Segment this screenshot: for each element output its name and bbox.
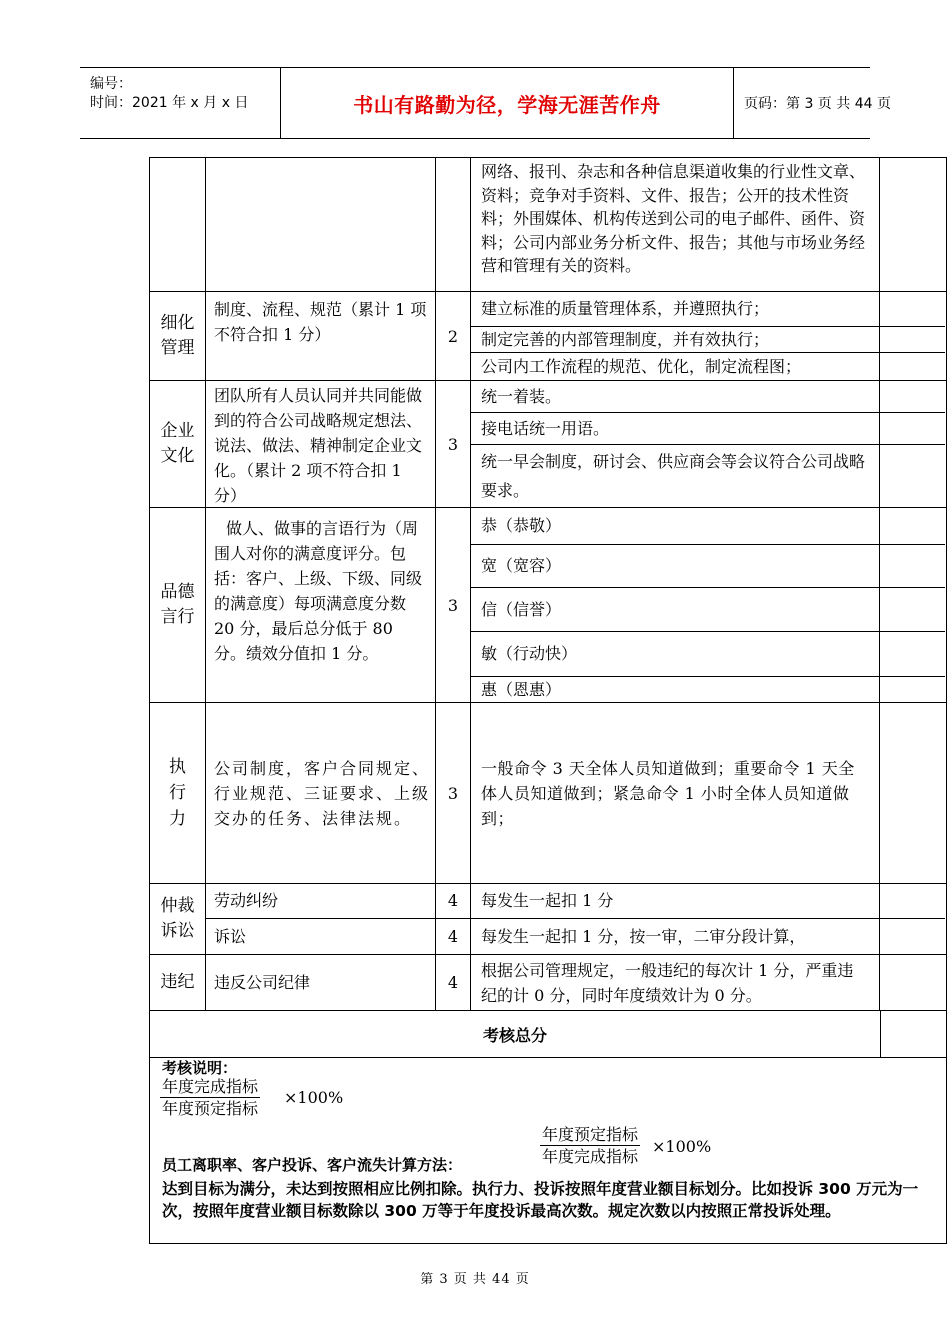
- points-value: 3: [447, 595, 459, 615]
- standard-item: 劳动纠纷: [206, 884, 435, 919]
- category-label: 细化管理: [160, 313, 195, 358]
- standard-item: 诉讼: [214, 926, 247, 946]
- category-label: 品德言行: [160, 582, 195, 627]
- assessment-notes: [149, 1053, 947, 1244]
- total-score-cell: [880, 1011, 945, 1057]
- category-label: [169, 754, 186, 832]
- notes-paragraph: 达到目标为满分，未达到按照相应比例扣除。执行力、投诉按照年度营业额目标划分。比如投诉 300 万元为一次，按照年度营业额目标数除以 300 万等于年度投诉最高次数。规定次数以内按照正常投诉处理。: [162, 1180, 919, 1220]
- completion-formula: [160, 1077, 260, 1120]
- requirement-text: 一般命令 3 天全体人员知道做到；重要命令 1 天全体人员知道做到；紧急命令 1 小时全体人员知道做到；: [481, 758, 855, 828]
- page-footer: 第 3 页 共 44 页: [420, 1272, 530, 1287]
- category-cell: [150, 381, 206, 507]
- standard-text: 做人、做事的言语行为（周围人对你的满意度评分。包括：客户、上级、下级、同级的满意度）每项满意度分数 20 分，最后总分低于 80 分。绩效分值扣 1 分。: [214, 519, 423, 663]
- requirement-text: 根据公司管理规定，一般违纪的每次计 1 分，严重违纪的计 0 分，同时年度绩效计为 0 分。: [481, 960, 854, 1005]
- requirement-cell: [471, 884, 880, 954]
- formula-numerator: 年度完成指标: [162, 1077, 259, 1096]
- formula-multiplier: ×100%: [284, 1088, 344, 1107]
- score-cell: [880, 158, 945, 291]
- score-subcell: [880, 292, 945, 327]
- standard-text: 制度、流程、规范（累计 1 项不符合扣 1 分）: [214, 300, 427, 344]
- points-value: 2: [447, 326, 459, 346]
- requirement-cell: [471, 381, 880, 507]
- requirement-item: 宽（宽容）: [471, 545, 879, 588]
- formula-denominator: 年度预定指标: [162, 1099, 259, 1118]
- category-char: 行: [169, 783, 186, 803]
- score-cell: [880, 508, 945, 702]
- table-row: [150, 884, 946, 955]
- score-subcell: [880, 588, 945, 632]
- category-char: 力: [169, 809, 186, 829]
- score-subcell: [880, 884, 945, 919]
- requirement-item: 惠（恩惠）: [481, 679, 562, 699]
- requirement-item: 建立标准的质量管理体系，并遵照执行；: [471, 292, 879, 327]
- formula-denominator: 年度完成指标: [542, 1147, 639, 1166]
- score-subcell: [880, 508, 945, 545]
- score-cell: [880, 884, 945, 954]
- assessment-table: [149, 157, 947, 1058]
- motto: 书山有路勤为径，学海无涯苦作舟: [353, 92, 661, 117]
- requirement-item: 敏（行动快）: [471, 632, 879, 677]
- turnover-formula: [540, 1125, 640, 1168]
- standard-cell: [206, 158, 436, 291]
- page-header: [80, 67, 891, 139]
- requirement-item: 接电话统一用语。: [471, 413, 879, 445]
- category-cell: [150, 955, 206, 1010]
- category-char: 执: [169, 757, 186, 777]
- points-cell: [436, 703, 471, 883]
- category-cell: [150, 292, 206, 380]
- category-cell: [150, 158, 206, 291]
- requirement-item: 每发生一起扣 1 分: [471, 884, 879, 919]
- category-label: 仲裁诉讼: [160, 896, 195, 941]
- table-row: [150, 158, 946, 292]
- doc-date: 时间：2021 年 x 月 x 日: [90, 95, 249, 111]
- requirement-item: 统一着装。: [471, 381, 879, 413]
- requirement-cell: [471, 292, 880, 380]
- standard-text: 公司制度，客户合同规定、行业规范、三证要求、上级交办的任务、法律法规。: [214, 758, 431, 828]
- requirement-text: 网络、报刊、杂志和各种信息渠道收集的行业性文章、资料；竞争对手资料、文件、报告；公开的技术性资料；外围媒体、机构传送到公司的电子邮件、函件、资料；公司内部业务分析文件、报告；其他与市场业务经营和管理有关的资料。: [481, 162, 866, 275]
- header-meta: [80, 68, 280, 138]
- points-value: 4: [447, 973, 459, 992]
- requirement-item: 信（信誉）: [471, 588, 879, 632]
- table-row: [150, 381, 946, 508]
- category-cell: [150, 703, 206, 883]
- points-cell: [436, 884, 471, 954]
- score-subcell: [880, 327, 945, 353]
- formula-multiplier: ×100%: [652, 1137, 712, 1156]
- standard-cell: [206, 508, 436, 702]
- score-cell: [880, 955, 945, 1010]
- points-cell: [436, 508, 471, 702]
- standard-cell: [206, 292, 436, 380]
- requirement-item: 制定完善的内部管理制度，并有效执行；: [471, 327, 879, 353]
- points-cell: [436, 955, 471, 1010]
- category-cell: [150, 884, 206, 954]
- score-cell: [880, 703, 945, 883]
- points-cell: [436, 158, 471, 291]
- total-label: 考核总分: [150, 1011, 881, 1057]
- formula-numerator: 年度预定指标: [542, 1125, 639, 1144]
- requirement-cell: [471, 955, 880, 1010]
- score-subcell: [880, 632, 945, 677]
- requirement-item: 统一早会制度，研讨会、供应商会等会议符合公司战略要求。: [481, 452, 866, 500]
- requirement-cell: [471, 703, 880, 883]
- requirement-item: 每发生一起扣 1 分，按一审，二审分段计算，: [481, 926, 806, 946]
- header-page-info: 页码：第 3 页 共 44 页: [744, 96, 891, 112]
- standard-text: 团队所有人员认同并共同能做到的符合公司战略规定想法、说法、做法、精神制定企业文化。（累计 2 项不符合扣 1 分）: [214, 386, 423, 505]
- category-cell: [150, 508, 206, 702]
- score-cell: [880, 292, 945, 380]
- table-row: [150, 508, 946, 703]
- doc-number-label: 编号：: [90, 76, 132, 92]
- notes-title: 考核说明：: [162, 1059, 238, 1077]
- category-label: 违纪: [160, 972, 195, 992]
- standard-cell: [206, 955, 436, 1010]
- points-value: 3: [447, 783, 459, 803]
- table-row: [150, 955, 946, 1011]
- points-value: 4: [447, 926, 459, 946]
- requirement-item: 恭（恭敬）: [471, 508, 879, 545]
- standard-cell: [206, 381, 436, 507]
- table-row: [150, 292, 946, 381]
- points-cell: [436, 292, 471, 380]
- score-subcell: [880, 413, 945, 445]
- turnover-label: 员工离职率、客户投诉、客户流失计算方法：: [162, 1156, 463, 1174]
- requirement-cell: [471, 508, 880, 702]
- standard-cell: [206, 884, 436, 954]
- header-motto-cell: [280, 68, 734, 138]
- standard-text: 违反公司纪律: [214, 973, 311, 992]
- points-value: 4: [436, 884, 470, 919]
- score-cell: [880, 381, 945, 507]
- category-label: 企业文化: [160, 421, 195, 466]
- requirement-cell: [471, 158, 880, 291]
- score-subcell: [880, 381, 945, 413]
- total-row: [150, 1011, 946, 1058]
- table-row: [150, 703, 946, 884]
- requirement-item: 公司内工作流程的规范、优化，制定流程图；: [481, 356, 802, 376]
- points-cell: [436, 381, 471, 507]
- points-value: 3: [447, 434, 459, 454]
- score-subcell: [880, 545, 945, 588]
- standard-cell: [206, 703, 436, 883]
